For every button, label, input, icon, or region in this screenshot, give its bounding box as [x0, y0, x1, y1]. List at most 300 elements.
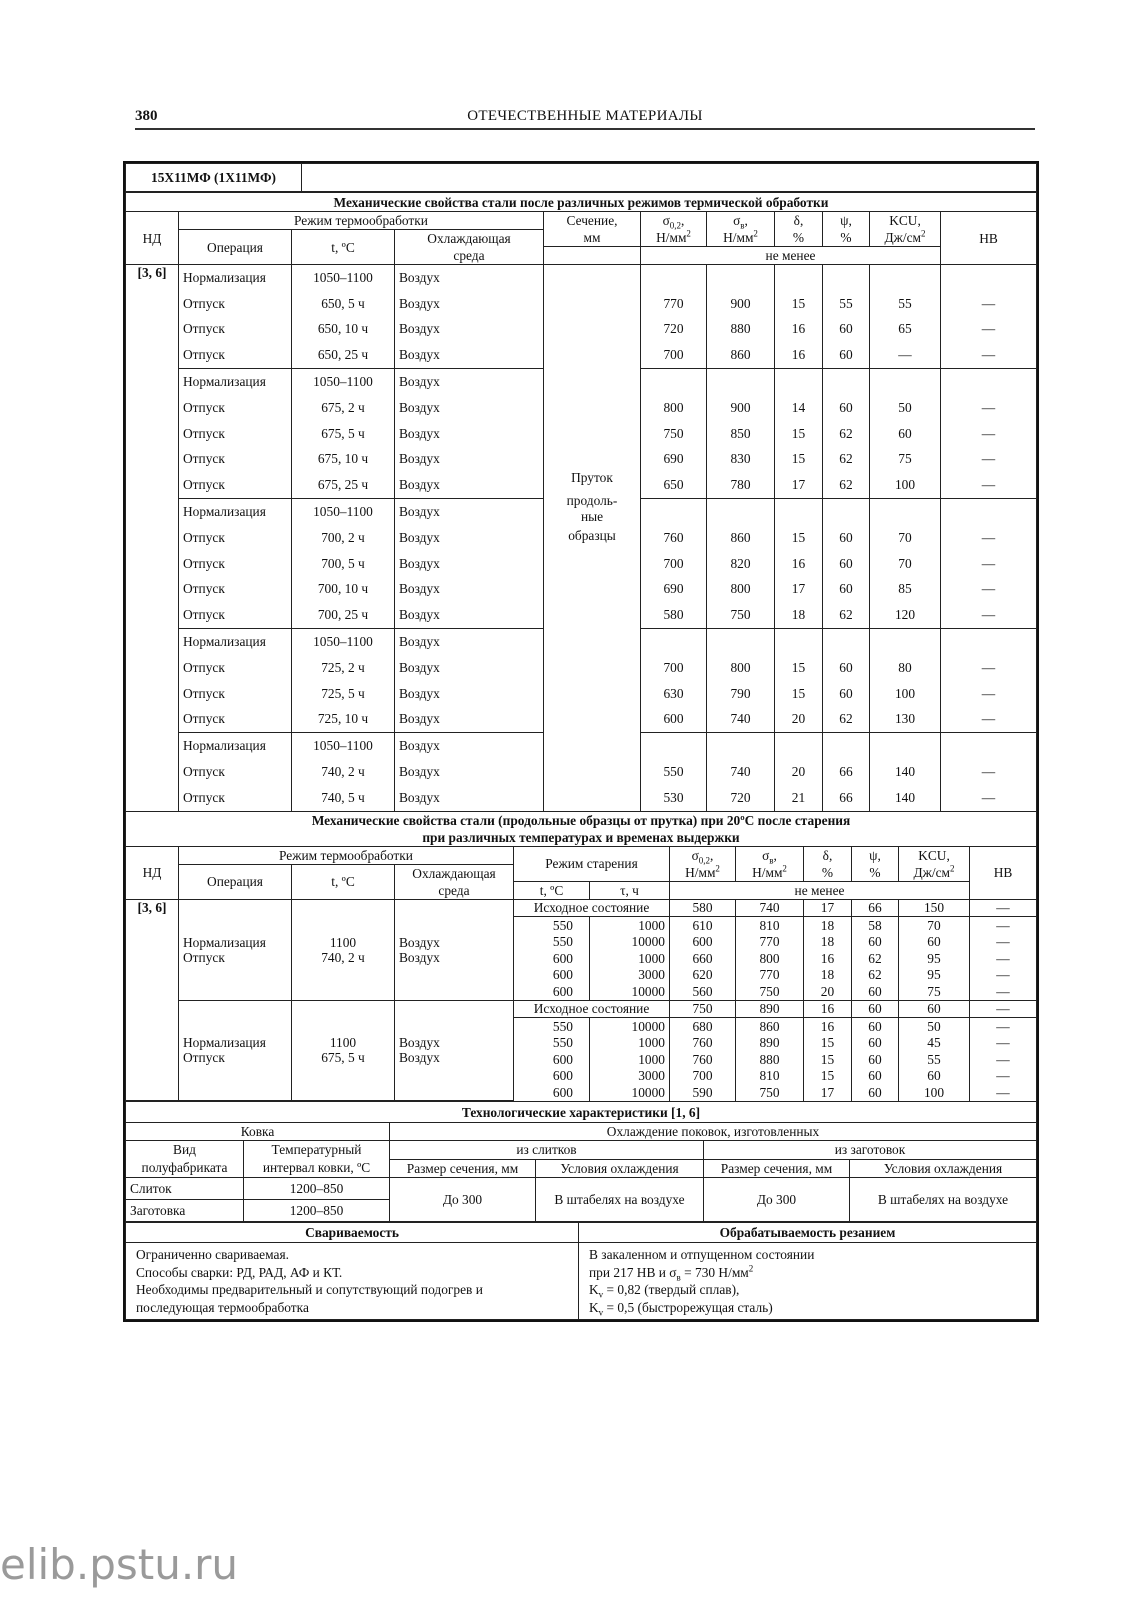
- reduction-cell: 62: [852, 967, 899, 984]
- reduction-cell: 60: [852, 1000, 899, 1018]
- aging-temp-cell: 550: [514, 917, 590, 934]
- aging-time-cell: 3000: [590, 1068, 670, 1085]
- aging-time-cell: 1000: [590, 1035, 670, 1052]
- elongation-cell: 15: [804, 1068, 852, 1085]
- yield-cell: 690: [641, 447, 707, 473]
- hb-cell: —: [941, 421, 1037, 447]
- elongation-cell: 15: [775, 681, 823, 707]
- hb-cell: —: [941, 291, 1037, 317]
- operation-cell: Отпуск: [179, 785, 292, 811]
- yield-cell: [641, 629, 707, 655]
- table-row: [126, 899, 1037, 917]
- medium-cell: Воздух: [395, 525, 544, 551]
- yield-cell: 700: [641, 551, 707, 577]
- section1-title: Механические свойства стали после различных режимов термической обработки: [126, 193, 1037, 212]
- reduction-cell: 60: [823, 395, 870, 421]
- kcu-cell: 120: [870, 602, 941, 628]
- temperature-header: t, ºС: [292, 230, 395, 265]
- temperature-cell: 700, 25 ч: [292, 602, 395, 628]
- yield-cell: 550: [641, 759, 707, 785]
- reduction-cell: 60: [823, 655, 870, 681]
- aging-time-cell: 1000: [590, 1051, 670, 1068]
- elongation-cell: [775, 629, 823, 655]
- kcu-cell: 70: [870, 525, 941, 551]
- aging-time-cell: 1000: [590, 917, 670, 934]
- min-header: не менее: [641, 247, 941, 265]
- kcu-cell: 75: [899, 983, 970, 1000]
- medium-cell: Воздух: [395, 551, 544, 577]
- hb-cell: —: [970, 950, 1037, 967]
- kind-header: Вид полуфабриката: [126, 1141, 244, 1178]
- aging-temp-cell: 600: [514, 950, 590, 967]
- medium-cell: Воздух: [395, 395, 544, 421]
- reduction-cell: [823, 499, 870, 525]
- yield-cell: 690: [641, 577, 707, 603]
- semi-product-blank: Заготовка: [126, 1200, 244, 1222]
- kcu-cell: 140: [870, 785, 941, 811]
- medium-cell: Воздух: [395, 733, 544, 759]
- aging-time-cell: 3000: [590, 967, 670, 984]
- elongation-header: δ, %: [775, 212, 823, 247]
- forging-header: Ковка: [126, 1123, 390, 1141]
- yield-cell: 630: [641, 681, 707, 707]
- yield-cell: 560: [670, 983, 736, 1000]
- kcu-cell: 85: [870, 577, 941, 603]
- initial-state-cell: Исходное состояние: [514, 1000, 670, 1018]
- temperature-cell: 650, 10 ч: [292, 317, 395, 343]
- operation-cell: Отпуск: [179, 472, 292, 498]
- operation-cell: Нормализация: [179, 629, 292, 655]
- hb-cell: —: [941, 395, 1037, 421]
- tensile-cell: 740: [707, 759, 775, 785]
- hb-cell: —: [970, 1051, 1037, 1068]
- operation-cell: Отпуск: [179, 707, 292, 733]
- yield-header: $\sigma_{0,2}$, $Н/мм^2$: [641, 212, 707, 247]
- tensile-cell: 800: [707, 577, 775, 603]
- reduction-cell: 60: [823, 551, 870, 577]
- operation-cell: Нормализация: [179, 499, 292, 525]
- temperature-cell: 650, 5 ч: [292, 291, 395, 317]
- kcu-cell: 95: [899, 950, 970, 967]
- aging-temp-cell: 600: [514, 967, 590, 984]
- hb-cell: —: [941, 707, 1037, 733]
- ingot-cond-header: Условия охлаждения: [536, 1159, 704, 1178]
- yield-cell: [641, 265, 707, 291]
- kcu-header-2: KCU, $Дж/см^2$: [899, 846, 970, 881]
- technology-table: [125, 1101, 1037, 1222]
- hb-cell: —: [941, 447, 1037, 473]
- yield-cell: 770: [641, 291, 707, 317]
- yield-cell: 590: [670, 1084, 736, 1101]
- hb-cell: —: [941, 342, 1037, 368]
- hb-cell: —: [941, 577, 1037, 603]
- kcu-cell: —: [870, 342, 941, 368]
- from-blanks-header: из заготовок: [704, 1141, 1037, 1160]
- hb-cell: —: [970, 1035, 1037, 1052]
- tensile-cell: 880: [707, 317, 775, 343]
- aging-time-cell: 10000: [590, 983, 670, 1000]
- elongation-cell: 15: [804, 1051, 852, 1068]
- weldability-title: Свариваемость: [126, 1223, 579, 1243]
- reduction-cell: [823, 629, 870, 655]
- machinability-title: Обрабатываемость резанием: [579, 1223, 1037, 1243]
- blank-size-header: Размер сечения, мм: [704, 1159, 850, 1178]
- operation-header-2: Операция: [179, 864, 292, 899]
- hb-cell: —: [941, 525, 1037, 551]
- medium-cell: Воздух: [395, 499, 544, 525]
- medium-cell: Воздух: [395, 785, 544, 811]
- operation-header: Операция: [179, 230, 292, 265]
- steel-datasheet: [123, 161, 1039, 1322]
- tensile-cell: 790: [707, 681, 775, 707]
- reduction-cell: 55: [823, 291, 870, 317]
- hb-cell: —: [970, 1000, 1037, 1018]
- tensile-cell: 900: [707, 395, 775, 421]
- hb-cell: —: [970, 967, 1037, 984]
- temperature-cell: 700, 2 ч: [292, 525, 395, 551]
- elongation-cell: 15: [775, 655, 823, 681]
- elongation-cell: 18: [775, 602, 823, 628]
- temperature-cell: 725, 10 ч: [292, 707, 395, 733]
- hb-cell: [941, 265, 1037, 291]
- medium-cell: Воздух: [395, 707, 544, 733]
- temperature-cell: 1050–1100: [292, 499, 395, 525]
- section-header: Сечение, мм: [544, 212, 641, 247]
- aging-header: Режим старения: [514, 846, 670, 881]
- temperature-cell: 650, 25 ч: [292, 342, 395, 368]
- elongation-cell: 15: [775, 421, 823, 447]
- hb-header: НВ: [941, 212, 1037, 265]
- elongation-cell: 18: [804, 934, 852, 951]
- reduction-cell: 58: [852, 917, 899, 934]
- elongation-cell: 15: [804, 1035, 852, 1052]
- yield-cell: [641, 499, 707, 525]
- nd-reference: [3, 6]: [126, 265, 179, 811]
- tensile-cell: 720: [707, 785, 775, 811]
- elongation-cell: 15: [775, 525, 823, 551]
- operation-cell: Отпуск: [179, 655, 292, 681]
- reduction-cell: 62: [852, 950, 899, 967]
- aging-time-cell: 10000: [590, 934, 670, 951]
- yield-cell: 600: [641, 707, 707, 733]
- medium-cell: Воздух: [395, 317, 544, 343]
- reduction-cell: 60: [852, 934, 899, 951]
- tensile-cell: 860: [707, 525, 775, 551]
- operation-cell: Отпуск: [179, 447, 292, 473]
- ingot-size-header: Размер сечения, мм: [390, 1159, 536, 1178]
- elongation-cell: 16: [775, 342, 823, 368]
- yield-cell: [641, 733, 707, 759]
- elongation-cell: 16: [775, 317, 823, 343]
- section2-title: Механические свойства стали (продольные образцы от прутка) при 20ºС после старения при различных температурах и временах выдержки: [126, 811, 1037, 846]
- kcu-cell: 55: [899, 1051, 970, 1068]
- kcu-cell: 55: [870, 291, 941, 317]
- temperature-cell: 1100 740, 2 ч: [292, 899, 395, 1000]
- properties-table: [125, 1222, 1037, 1320]
- reduction-cell: 60: [823, 317, 870, 343]
- tensile-cell: 740: [707, 707, 775, 733]
- yield-header-2: $\sigma_{0,2}$, $Н/мм^2$: [670, 846, 736, 881]
- reduction-cell: 62: [823, 447, 870, 473]
- reduction-cell: 60: [852, 1051, 899, 1068]
- tensile-cell: 770: [736, 934, 804, 951]
- tensile-cell: 890: [736, 1035, 804, 1052]
- tensile-header-2: $\sigma_в$, $Н/мм^2$: [736, 846, 804, 881]
- yield-cell: 580: [641, 602, 707, 628]
- elongation-cell: 18: [804, 917, 852, 934]
- temperature-cell: 700, 5 ч: [292, 551, 395, 577]
- aging-time-header: τ, ч: [590, 881, 670, 899]
- elongation-cell: [775, 733, 823, 759]
- operation-cell: Отпуск: [179, 342, 292, 368]
- medium-cell: Воздух: [395, 369, 544, 395]
- yield-cell: 680: [670, 1018, 736, 1035]
- yield-cell: 720: [641, 317, 707, 343]
- hb-cell: [941, 733, 1037, 759]
- temperature-cell: 1100 675, 5 ч: [292, 1000, 395, 1101]
- kcu-cell: 60: [899, 1068, 970, 1085]
- table-row: [126, 265, 1037, 291]
- yield-cell: 750: [670, 1000, 736, 1018]
- hb-cell: [941, 629, 1037, 655]
- kcu-cell: 130: [870, 707, 941, 733]
- operation-cell: Нормализация: [179, 733, 292, 759]
- operation-cell: Нормализация: [179, 369, 292, 395]
- tensile-cell: 740: [736, 899, 804, 917]
- medium-cell: Воздух: [395, 342, 544, 368]
- tensile-cell: 750: [707, 602, 775, 628]
- elongation-cell: [775, 369, 823, 395]
- tensile-cell: 800: [736, 950, 804, 967]
- medium-cell: Воздух Воздух: [395, 899, 514, 1000]
- table-row: [126, 1000, 1037, 1018]
- tensile-cell: [707, 265, 775, 291]
- reduction-cell: 60: [823, 342, 870, 368]
- reduction-cell: 60: [852, 1035, 899, 1052]
- kcu-cell: [870, 629, 941, 655]
- grade-table: [125, 163, 1037, 192]
- blank-cond-header: Условия охлаждения: [850, 1159, 1037, 1178]
- operation-cell: Отпуск: [179, 551, 292, 577]
- yield-cell: 700: [641, 655, 707, 681]
- kcu-cell: 75: [870, 447, 941, 473]
- reduction-cell: 60: [852, 1084, 899, 1101]
- operation-cell: Отпуск: [179, 317, 292, 343]
- tensile-cell: 820: [707, 551, 775, 577]
- yield-cell: 610: [670, 917, 736, 934]
- kcu-cell: 50: [870, 395, 941, 421]
- tensile-cell: 900: [707, 291, 775, 317]
- reduction-cell: [823, 369, 870, 395]
- reduction-cell: 66: [823, 759, 870, 785]
- heat-treatment-table: [125, 192, 1037, 811]
- kcu-cell: 95: [899, 967, 970, 984]
- tensile-cell: [707, 369, 775, 395]
- hb-cell: —: [941, 785, 1037, 811]
- kcu-header: KCU, $Дж/см^2$: [870, 212, 941, 247]
- reduction-cell: 66: [823, 785, 870, 811]
- elongation-header-2: δ, %: [804, 846, 852, 881]
- kcu-cell: 60: [870, 421, 941, 447]
- yield-cell: 750: [641, 421, 707, 447]
- elongation-cell: 20: [775, 759, 823, 785]
- hb-cell: —: [970, 1018, 1037, 1035]
- temperature-cell: 675, 2 ч: [292, 395, 395, 421]
- operation-cell: Отпуск: [179, 681, 292, 707]
- kcu-cell: 140: [870, 759, 941, 785]
- aging-temp-cell: 550: [514, 1018, 590, 1035]
- elongation-cell: [775, 265, 823, 291]
- temperature-cell: 675, 5 ч: [292, 421, 395, 447]
- hb-cell: —: [941, 655, 1037, 681]
- kcu-cell: 70: [870, 551, 941, 577]
- hb-cell: —: [970, 1068, 1037, 1085]
- operation-cell: Отпуск: [179, 421, 292, 447]
- nd-reference-2: [3, 6]: [126, 899, 179, 1101]
- reduction-cell: 60: [852, 1068, 899, 1085]
- reduction-cell: [823, 733, 870, 759]
- temperature-cell: 725, 2 ч: [292, 655, 395, 681]
- kcu-cell: 65: [870, 317, 941, 343]
- hb-cell: [941, 369, 1037, 395]
- temperature-cell: 740, 5 ч: [292, 785, 395, 811]
- aging-time-cell: 10000: [590, 1084, 670, 1101]
- operation-cell: Отпуск: [179, 291, 292, 317]
- tensile-cell: 750: [736, 1084, 804, 1101]
- mode-header-2: Режим термообработки: [179, 846, 514, 864]
- medium-cell: Воздух: [395, 681, 544, 707]
- elongation-cell: 20: [775, 707, 823, 733]
- kcu-cell: 150: [899, 899, 970, 917]
- reduction-cell: 60: [823, 681, 870, 707]
- tensile-cell: [707, 733, 775, 759]
- cooling-header: Охлаждение поковок, изготовленных: [390, 1123, 1037, 1141]
- hb-cell: —: [970, 983, 1037, 1000]
- kcu-cell: [870, 499, 941, 525]
- nd-header-2: НД: [126, 846, 179, 899]
- tensile-cell: 880: [736, 1051, 804, 1068]
- elongation-cell: 17: [804, 1084, 852, 1101]
- operation-cell: Нормализация: [179, 265, 292, 291]
- medium-header: Охлаждающая среда: [395, 230, 544, 265]
- tensile-cell: 810: [736, 1068, 804, 1085]
- medium-header-2: Охлаждающая среда: [395, 864, 514, 899]
- hb-cell: —: [970, 917, 1037, 934]
- yield-cell: 760: [670, 1051, 736, 1068]
- section3-title: Технологические характеристики [1, 6]: [126, 1102, 1037, 1123]
- elongation-cell: 21: [775, 785, 823, 811]
- yield-cell: [641, 369, 707, 395]
- kcu-cell: [870, 265, 941, 291]
- reduction-cell: 62: [823, 602, 870, 628]
- ingot-cond-value: В штабелях на воздухе: [536, 1178, 704, 1222]
- blank-cond-value: В штабелях на воздухе: [850, 1178, 1037, 1222]
- elongation-cell: 17: [775, 472, 823, 498]
- watermark: elib.pstu.ru: [0, 1540, 239, 1589]
- reduction-cell: 62: [823, 707, 870, 733]
- elongation-cell: 17: [775, 577, 823, 603]
- hb-cell: —: [941, 317, 1037, 343]
- aging-temp-cell: 550: [514, 1035, 590, 1052]
- elongation-cell: 18: [804, 967, 852, 984]
- medium-cell: Воздух: [395, 265, 544, 291]
- medium-cell: Воздух: [395, 759, 544, 785]
- medium-cell: Воздух: [395, 291, 544, 317]
- page-number: 380: [135, 108, 158, 124]
- yield-cell: 700: [670, 1068, 736, 1085]
- from-ingots-header: из слитков: [390, 1141, 704, 1160]
- operation-cell: Отпуск: [179, 759, 292, 785]
- aging-time-cell: 1000: [590, 950, 670, 967]
- kcu-cell: 60: [899, 1000, 970, 1018]
- forging-range-blank: 1200–850: [244, 1200, 390, 1222]
- temperature-header-2: t, ºС: [292, 864, 395, 899]
- kcu-cell: [870, 733, 941, 759]
- elongation-cell: 16: [804, 950, 852, 967]
- medium-cell: Воздух: [395, 655, 544, 681]
- page-header: [135, 108, 1035, 130]
- reduction-cell: 60: [823, 525, 870, 551]
- hb-cell: —: [941, 759, 1037, 785]
- kcu-cell: 60: [899, 934, 970, 951]
- operation-cell: Нормализация Отпуск: [179, 1000, 292, 1101]
- temperature-cell: 1050–1100: [292, 369, 395, 395]
- elongation-cell: 14: [775, 395, 823, 421]
- kcu-cell: 80: [870, 655, 941, 681]
- reduction-cell: 62: [823, 421, 870, 447]
- elongation-cell: 20: [804, 983, 852, 1000]
- kcu-cell: 100: [870, 472, 941, 498]
- aging-temp-cell: 600: [514, 1084, 590, 1101]
- kcu-cell: 45: [899, 1035, 970, 1052]
- tensile-cell: 770: [736, 967, 804, 984]
- operation-cell: Отпуск: [179, 577, 292, 603]
- tensile-cell: 850: [707, 421, 775, 447]
- reduction-cell: [823, 265, 870, 291]
- yield-cell: 760: [670, 1035, 736, 1052]
- operation-cell: Отпуск: [179, 525, 292, 551]
- tensile-cell: [707, 629, 775, 655]
- elongation-cell: 17: [804, 899, 852, 917]
- temperature-cell: 1050–1100: [292, 733, 395, 759]
- hb-cell: [941, 499, 1037, 525]
- yield-cell: 700: [641, 342, 707, 368]
- forging-range-ingot: 1200–850: [244, 1178, 390, 1200]
- yield-cell: 760: [641, 525, 707, 551]
- medium-cell: Воздух: [395, 602, 544, 628]
- tensile-cell: 860: [707, 342, 775, 368]
- operation-cell: Нормализация Отпуск: [179, 899, 292, 1000]
- reduction-header-2: ψ, %: [852, 846, 899, 881]
- mode-header: Режим термообработки: [179, 212, 544, 230]
- heat-treatment-rows: [126, 265, 1037, 811]
- yield-cell: 660: [670, 950, 736, 967]
- hb-cell: —: [941, 602, 1037, 628]
- reduction-header: ψ, %: [823, 212, 870, 247]
- hb-header-2: НВ: [970, 846, 1037, 899]
- hb-cell: —: [970, 934, 1037, 951]
- temperature-cell: 700, 10 ч: [292, 577, 395, 603]
- yield-cell: 650: [641, 472, 707, 498]
- medium-cell: Воздух: [395, 472, 544, 498]
- elongation-cell: 16: [804, 1018, 852, 1035]
- weldability-text: Ограниченно свариваемая. Способы сварки: РД, РАД, АФ и КТ. Необходимы предварительный и сопутствующий подогрев и последующая термообработка: [126, 1243, 579, 1320]
- hb-cell: —: [941, 472, 1037, 498]
- semi-product-ingot: Слиток: [126, 1178, 244, 1200]
- yield-cell: 530: [641, 785, 707, 811]
- hb-cell: —: [941, 681, 1037, 707]
- temperature-cell: 1050–1100: [292, 629, 395, 655]
